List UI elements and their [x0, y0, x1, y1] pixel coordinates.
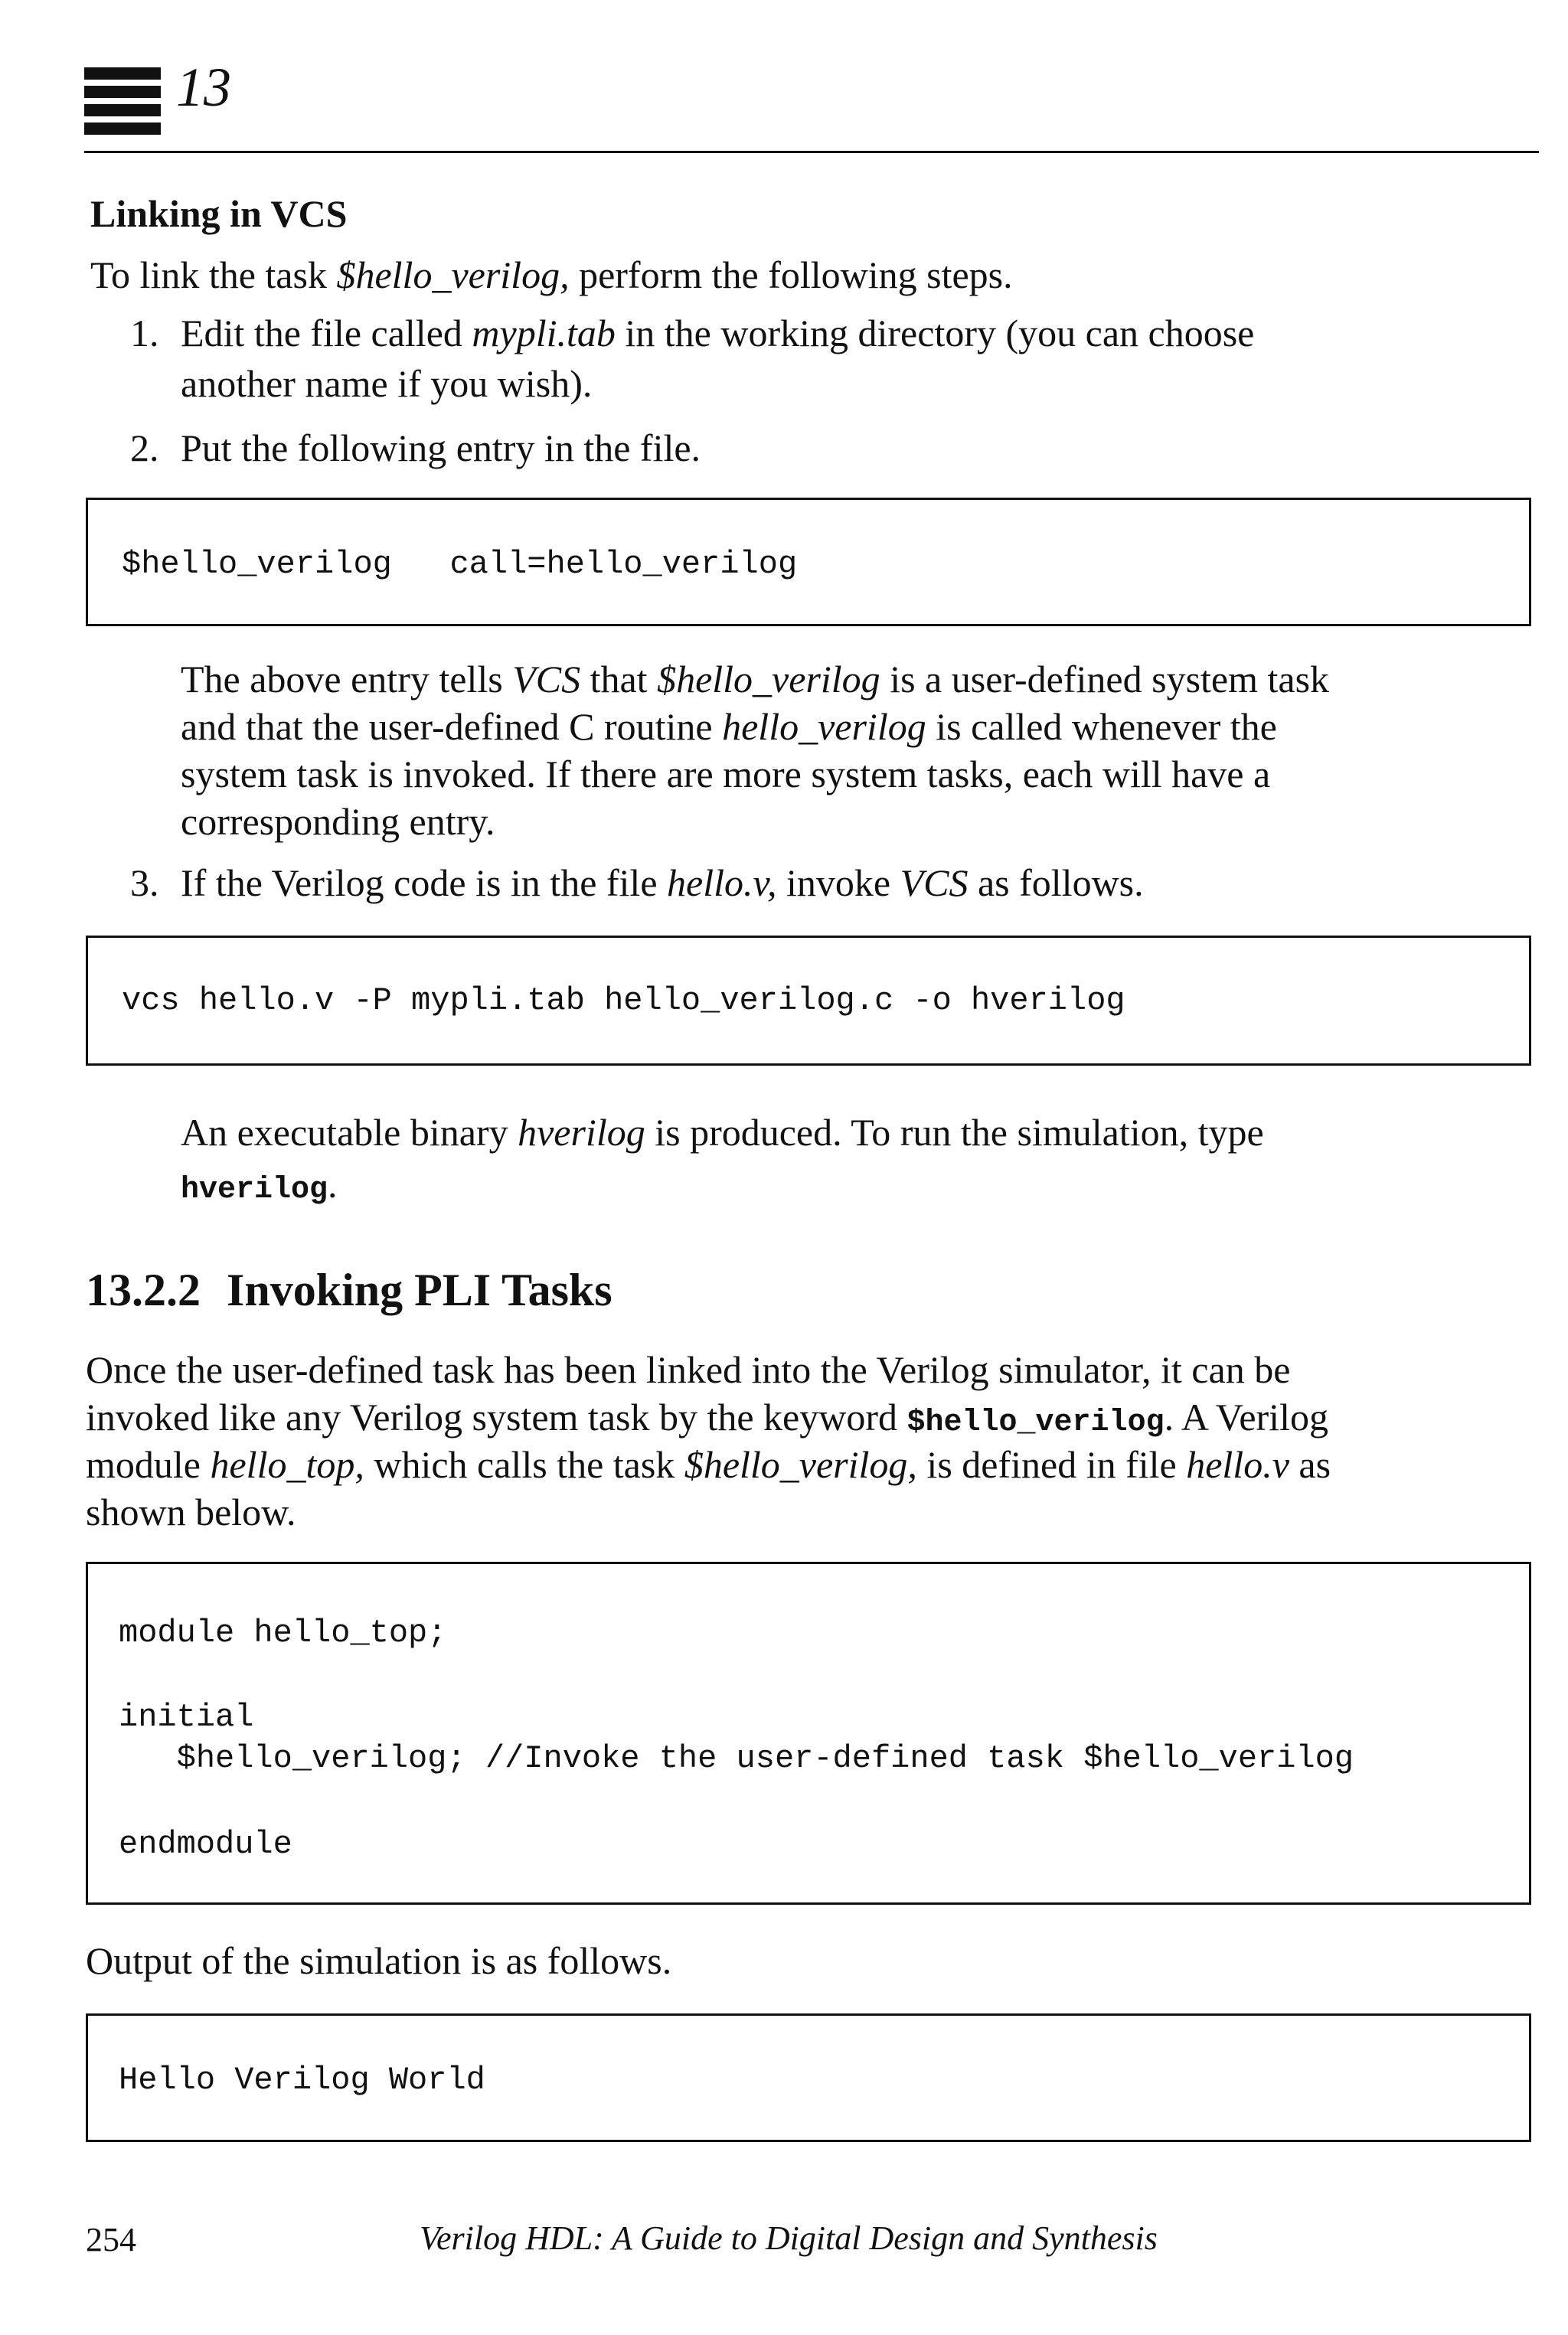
explain-l2-routine: hello_verilog: [722, 705, 926, 748]
explain-line-1: [181, 655, 1329, 703]
explain-line-4: corresponding entry.: [181, 800, 495, 843]
step-1-number: 1.: [130, 312, 159, 354]
para-l3-module: hello_top,: [210, 1443, 364, 1486]
binary-line-2: [181, 1161, 338, 1214]
step-3-number: 3.: [130, 861, 159, 904]
explain-l1-vcs: VCS: [512, 658, 581, 700]
code-module-line-1: module hello_top;: [119, 1615, 447, 1651]
explain-l2-b: is called whenever the: [926, 705, 1277, 748]
step-1-line-1: [181, 309, 1254, 357]
para-line-4: shown below.: [86, 1491, 296, 1533]
explain-line-3: system task is invoked. If there are more system tasks, each will have a: [181, 753, 1271, 795]
intro-post: perform the following steps.: [569, 253, 1013, 296]
para-l3-file: hello.v: [1186, 1443, 1289, 1486]
binary-l1-a: An executable binary: [181, 1111, 518, 1154]
step-1-line-2: another name if you wish).: [181, 362, 593, 405]
binary-line-1: [181, 1109, 1264, 1156]
para-line-3: [86, 1441, 1331, 1488]
section-number: 13.2.2: [86, 1265, 201, 1315]
intro-pre: To link the task: [90, 253, 337, 296]
code-box-output: [86, 2013, 1531, 2142]
para-l3-b: which calls the task: [364, 1443, 684, 1486]
step-3-file: hello.v,: [667, 861, 777, 904]
output-intro: Output of the simulation is as follows.: [86, 1939, 672, 1982]
chapter-number: 13: [176, 57, 231, 118]
para-l3-c: is defined in file: [916, 1443, 1187, 1486]
section-heading: [86, 1263, 612, 1317]
para-l3-task: $hello_verilog,: [684, 1443, 917, 1486]
step-3-post: as follows.: [968, 861, 1144, 904]
explain-line-2: [181, 703, 1277, 750]
step-1-pre: Edit the file called: [181, 312, 472, 354]
para-l3-d: as: [1289, 1443, 1331, 1486]
code-module-line-3: $hello_verilog; //Invoke the user-defined task $hello_verilog: [119, 1740, 1354, 1777]
step-3-pre: If the Verilog code is in the file: [181, 861, 668, 904]
binary-command: hverilog: [181, 1173, 328, 1207]
para-line-1: Once the user-defined task has been linked into the Verilog simulator, it can be: [86, 1348, 1291, 1391]
para-l2-keyword: $hello_verilog: [906, 1406, 1165, 1440]
code-box-pli-entry: [86, 498, 1531, 626]
explain-l1-c: is a user-defined system task: [880, 658, 1330, 700]
explain-l1-task: $hello_verilog: [657, 658, 880, 700]
code-output: Hello Verilog World: [119, 2062, 485, 2098]
intro-paragraph: [90, 251, 1013, 299]
page-number: 254: [86, 2221, 136, 2258]
code-pli-entry: $hello_verilog call=hello_verilog: [122, 546, 798, 583]
step-3-mid: invoke: [776, 861, 900, 904]
step-3-vcs: VCS: [900, 861, 969, 904]
step-1-file: mypli.tab: [472, 312, 616, 354]
explain-l1-a: The above entry tells: [181, 658, 513, 700]
binary-l2-end: .: [328, 1163, 338, 1206]
book-title: Verilog HDL: A Guide to Digital Design and Synthesis: [420, 2219, 1158, 2257]
binary-l1-b: is produced. To run the simulation, type: [645, 1111, 1264, 1154]
code-module-line-4: endmodule: [119, 1826, 292, 1863]
step-3-text: [181, 859, 1144, 906]
binary-l1-name: hverilog: [518, 1111, 645, 1154]
section-title: Invoking PLI Tasks: [227, 1265, 612, 1315]
explain-l1-b: that: [580, 658, 658, 700]
para-l2-b: . A Verilog: [1164, 1396, 1328, 1439]
code-box-module: [86, 1562, 1531, 1905]
code-vcs-command: vcs hello.v -P mypli.tab hello_verilog.c -o hverilog: [122, 982, 1125, 1019]
intro-task: $hello_verilog,: [336, 253, 570, 296]
para-line-2: [86, 1393, 1328, 1447]
step-2-number: 2.: [130, 426, 159, 469]
code-module-line-2: initial: [119, 1699, 254, 1736]
explain-l2-a: and that the user-defined C routine: [181, 705, 723, 748]
para-l3-a: module: [86, 1443, 211, 1486]
step-2-text: Put the following entry in the file.: [181, 426, 701, 469]
code-box-vcs-command: [86, 936, 1531, 1066]
header-rule: [84, 151, 1539, 153]
subsection-heading: Linking in VCS: [90, 192, 348, 235]
para-l2-a: invoked like any Verilog system task by the keyword: [86, 1396, 907, 1439]
step-1-post: in the working directory (you can choose: [615, 312, 1255, 354]
chapter-marker-icon: [84, 67, 161, 136]
